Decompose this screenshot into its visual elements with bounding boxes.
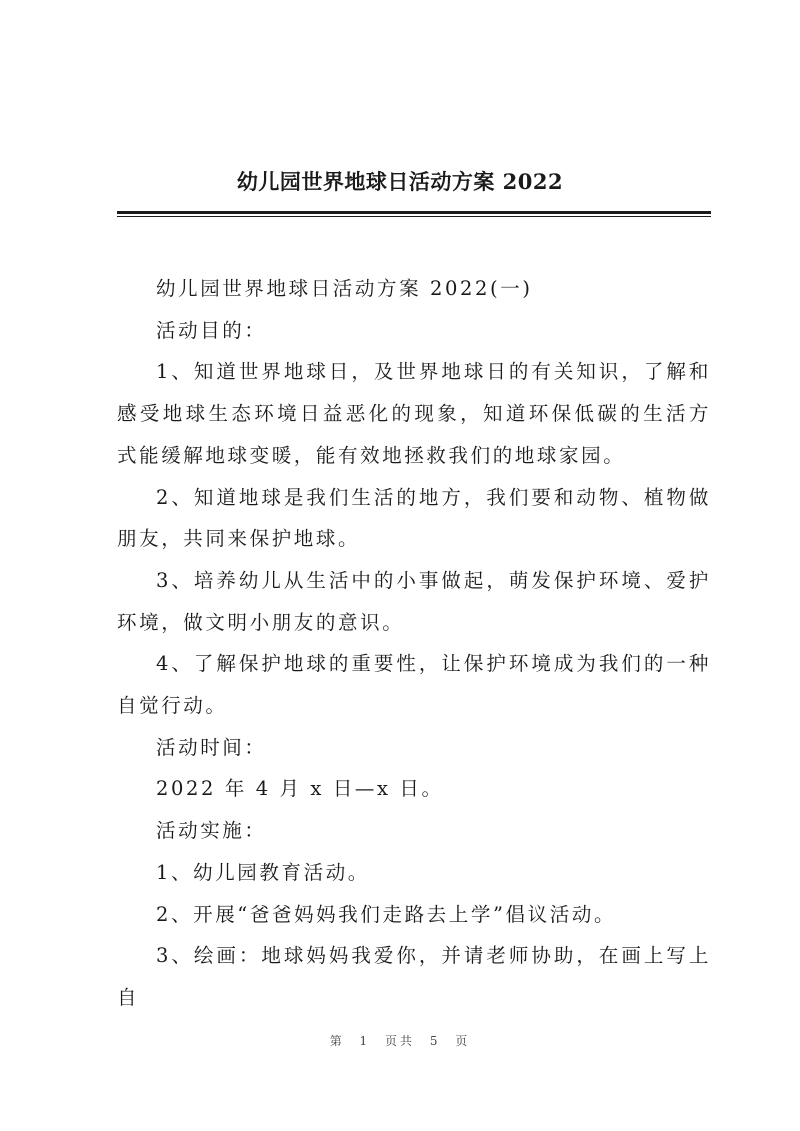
purpose-item-2: 2、知道地球是我们生活的地方，我们要和动物、植物做朋友，共同来保护地球。	[117, 485, 711, 551]
page-footer: 第 1 页共 5 页	[329, 1034, 471, 1048]
subheading-time: 活动时间：	[156, 735, 267, 759]
time-value: 2022 年 4 月 x 日—x 日。	[156, 777, 444, 801]
purpose-item-4: 4、了解保护地球的重要性，让保护环境成为我们的一种自觉行动。	[117, 652, 711, 718]
subheading-purpose: 活动目的：	[156, 318, 267, 342]
implementation-item-2: 2、开展“爸爸妈妈我们走路去上学”倡议活动。	[156, 902, 617, 926]
section-heading: 幼儿园世界地球日活动方案 2022(一)	[156, 277, 533, 300]
implementation-item-3: 3、绘画：地球妈妈我爱你，并请老师协助，在画上写上自	[117, 944, 711, 1009]
subheading-implementation: 活动实施：	[156, 819, 267, 843]
purpose-item-1: 1、知道世界地球日，及世界地球日的有关知识，了解和感受地球生态环境日益恶化的现象，知道环保低碳的生活方式能缓解地球变暖，能有效地拯救我们的地球家园。	[117, 360, 711, 467]
purpose-item-3: 3、培养幼儿从生活中的小事做起，萌发保护环境、爱护环境，做文明小朋友的意识。	[117, 568, 711, 634]
document-title: 幼儿园世界地球日活动方案 2022	[236, 169, 564, 194]
document-body	[117, 268, 711, 1019]
implementation-item-1: 1、幼儿园教育活动。	[156, 860, 370, 884]
title-divider	[117, 211, 711, 214]
title-divider-thin	[117, 216, 711, 217]
